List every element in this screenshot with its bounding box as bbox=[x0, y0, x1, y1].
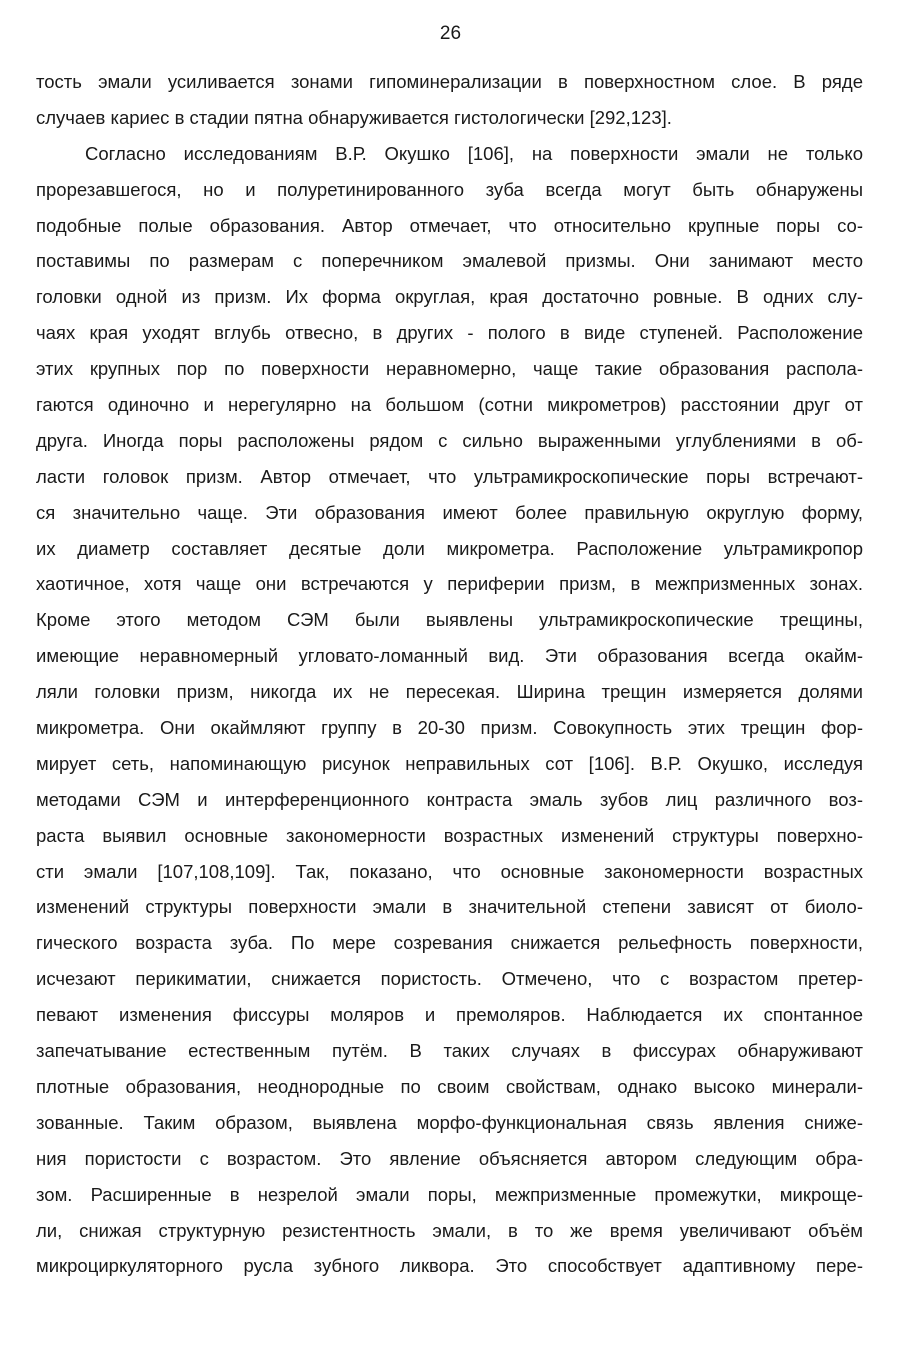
text-line: методами СЭМ и интерференционного контраста эмаль зубов лиц различного воз- bbox=[36, 788, 863, 810]
text-line: головки одной из призм. Их форма округлая, края достаточно ровные. В одних слу- bbox=[36, 286, 863, 308]
text-line: имеющие неравномерный угловато-ломанный вид. Эти образования всегда окайм- bbox=[36, 645, 863, 667]
page-number: 26 bbox=[439, 23, 462, 44]
text-line: хаотичное, хотя чаще они встречаются у периферии призм, в межпризменных зонах. bbox=[36, 573, 863, 595]
text-line: подобные полые образования. Автор отмечает, что относительно крупные поры со- bbox=[36, 214, 863, 236]
text-line: исчезают перикиматии, снижается пористость. Отмечено, что с возрастом претер- bbox=[36, 968, 863, 990]
text-line: Согласно исследованиям В.Р. Окушко [106], на поверхности эмали не только bbox=[85, 142, 863, 164]
text-line: Кроме этого методом СЭМ были выявлены ультрамикроскопические трещины, bbox=[36, 609, 863, 631]
document-body bbox=[36, 64, 863, 1284]
text-line: плотные образования, неоднородные по своим свойствам, однако высоко минерали- bbox=[36, 1075, 863, 1097]
text-line: микроциркуляторного русла зубного ликвора. Это способствует адаптивному пере- bbox=[36, 1255, 863, 1277]
text-line: гаются одиночно и нерегулярно на большом (сотни микрометров) расстоянии друг от bbox=[36, 394, 863, 416]
text-line: прорезавшегося, но и полуретинированного зуба всегда могут быть обнаружены bbox=[36, 178, 863, 200]
text-line: друга. Иногда поры расположены рядом с сильно выраженными углублениями в об- bbox=[36, 429, 863, 451]
text-line: гического возраста зуба. По мере созревания снижается рельефность поверхности, bbox=[36, 932, 863, 954]
text-line: изменений структуры поверхности эмали в значительной степени зависят от биоло- bbox=[36, 896, 863, 918]
text-line: зованные. Таким образом, выявлена морфо-функциональная связь явления сниже- bbox=[36, 1111, 863, 1133]
text-line: поставимы по размерам с поперечником эмалевой призмы. Они занимают место bbox=[36, 250, 863, 272]
text-line: случаев кариес в стадии пятна обнаруживается гистологически [292,123]. bbox=[36, 106, 672, 128]
paragraph-2 bbox=[36, 136, 863, 1285]
text-line: раста выявил основные закономерности возрастных изменений структуры поверхно- bbox=[36, 824, 863, 846]
text-line: микрометра. Они окаймляют группу в 20-30 призм. Совокупность этих трещин фор- bbox=[36, 717, 863, 739]
paragraph-1 bbox=[36, 64, 863, 136]
text-line: ляли головки призм, никогда их не пересекая. Ширина трещин измеряется долями bbox=[36, 681, 863, 703]
text-line: ся значительно чаще. Эти образования имеют более правильную округлую форму, bbox=[36, 501, 863, 523]
text-line: сти эмали [107,108,109]. Так, показано, что основные закономерности возрастных bbox=[36, 860, 863, 882]
text-line: их диаметр составляет десятые доли микрометра. Расположение ультрамикропор bbox=[36, 537, 863, 559]
text-line: ли, снижая структурную резистентность эмали, в то же время увеличивают объём bbox=[36, 1219, 863, 1241]
text-line: певают изменения фиссуры моляров и премоляров. Наблюдается их спонтанное bbox=[36, 1004, 863, 1026]
text-line: чаях края уходят вглубь отвесно, в других - полого в виде ступеней. Расположение bbox=[36, 322, 863, 344]
text-line: тость эмали усиливается зонами гипоминерализации в поверхностном слое. В ряде bbox=[36, 71, 863, 92]
text-line: мирует сеть, напоминающую рисунок неправильных сот [106]. В.Р. Окушко, исследуя bbox=[36, 752, 863, 774]
text-line: зом. Расширенные в незрелой эмали поры, межпризменные промежутки, микроще- bbox=[36, 1183, 863, 1205]
text-line: этих крупных пор по поверхности неравномерно, чаще такие образования распола- bbox=[36, 358, 863, 380]
text-line: запечатывание естественным путём. В таких случаях в фиссурах обнаруживают bbox=[36, 1040, 863, 1062]
text-line: ния пористости с возрастом. Это явление объясняется автором следующим обра- bbox=[36, 1147, 863, 1169]
text-line: ласти головок призм. Автор отмечает, что ультрамикроскопические поры встречают- bbox=[36, 465, 863, 487]
